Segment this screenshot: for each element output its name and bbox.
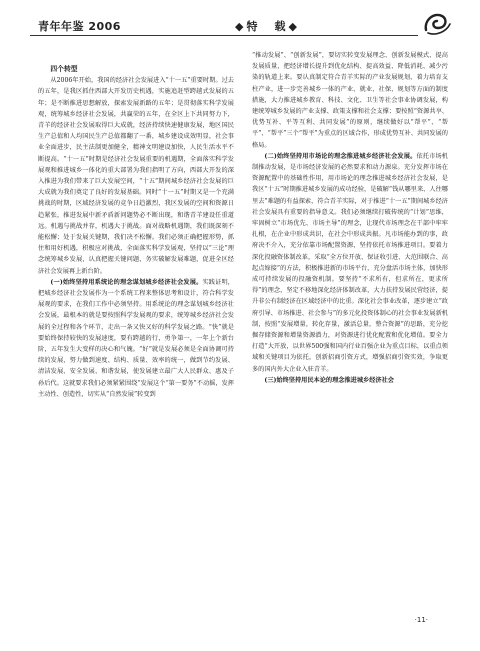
subsection-paragraph (252, 151, 448, 375)
subsection-paragraph (38, 277, 234, 400)
swirl-logo-icon (422, 10, 452, 36)
subsection-text: 实践证明，把城乡经济社会发展作为一个系统工程来整体思考和设计，符合科学发展观的要求，在我们工作中必须坚持。用系统论的理念谋划城乡经济社会发展，最根本的就是要按照科学发展观的要求，统筹城乡经济社会发展的全过程和各个环节，走出一条又快又好的科学发展之路。“快”就是要始终保持较快的发展速度，要有跨越的行，勇争第一，一年上个新台阶，五年发生大变样的决心和气魄。“好”就是发展必须是全面协调可持续的发展，努力做到速度、结构、质量、效率的统一，做到节约发展、清洁发展、安全发展、和谐发展，使发展建立最广大人民群众、惠及子孙后代。这就要求我们必须紧紧围绕“发展这个“第一要务”不动摇，发挥主动性、创造性，切实从“自然发展”转变到 (38, 278, 234, 398)
subsection-heading: (二)始终坚持用市场论的理念推进城乡经济社会发展。 (264, 152, 417, 160)
right-column (252, 50, 448, 386)
subsection-heading: (一)始终坚持用系统论的理念谋划城乡经济社会发展。 (50, 278, 203, 286)
left-column (38, 64, 234, 400)
page-number: ·11· (414, 616, 428, 624)
section-heading: 四个转型 (50, 65, 78, 73)
section-title: ◆特 载◆ (235, 20, 300, 33)
subsection-paragraph (252, 375, 448, 386)
paragraph: “推动发展”、“创新发展”，要切实转变发展理念、创新发展模式、提高发展质量，把经济增长提升到优化结构、提高效益、降低消耗、减少污染的轨道上来。要认真制定符合青羊实际的产业发展规划，着力培育支柱产业，进一步完善城乡一体的产业、就业、社保、规划等方面的制度措施，大力推进城乡教育、科技、文化、卫生等社会事业协调发展，构建统筹城乡发展的产业支撑、政策支撑和社会支撑；要按照“资源共享、优势互补、平等互利、共同发展”的原则，继续做好以“帮平”、“帮平”、“帮平”三个“帮平”为重点的区域合作，形成优势互补、共同发展的格局。 (252, 52, 448, 149)
subsection-text: 依托市场机制推动发展，是市场经济发展的必然要求和动力源泉。充分发挥市场在资源配置中的基础性作用，用市场论的理念推进城乡经济社会发展，是我区“十五”时期推进城乡发展的成功经验，是破解“钱从哪里来、人往哪里去”难题的有益探索，符合青羊实际，对于推进“十一五”期间城乡经济社会发展具有重要的指导意义。我们必须继续打破传统的“计划”思维，牢固树立“市场优先、市场主导”的理念，让现代市场理念在干部中牢牢扎根，在企业中形成共识，在社会中形成共振。凡市场能办到的事，政府决不介入，充分依靠市场配置资源，坚持依托市场推进项目。要着力深化投融资体制改革，采取“全方位开放、保证收引进、大范围联合、高起点嫁接”的方法，积极推进新的市场平台，充分盘活市场主体，加快形成可持续发展的投融资机制。要坚持“不求所有，但求所在，更求所得”的理念，坚定不移地深化经济体制改革，大力扶持发展民营经济，提升非公有制经济在区域经济中的比重。深化社会事业改革，逐步建立“政府引导、市场推进、社会参与”的多元化投资体制心的社会事业发展新机制，按照“发展增量，转化存量，激活总量，整合资源”的思路，充分挖掘存储资源和增量资源潜力，对资源进行优化配置和优化增值。要全力打造“大开放，以世界500强和国内行业百强企业为重点目标，以重点领域和关键项目为依托，创新招商引资方式，增强招商引资实效，争取更多的国内外大企业入驻青羊。 (252, 152, 448, 373)
header-rule (30, 35, 418, 36)
subsection-heading: (三)始终坚持用民本论的理念推进城乡经济社会 (264, 376, 394, 384)
paragraph: 从2006年开始，我国的经济社会发展进入“十一五”重要时期。过去的五年，是我区抓住西部大开发历史机遇，实施追赶型跨越式发展的五年；是不断推进思想解放，探索发展新路的五年；是贯彻落实科学发展观，统筹城乡经济社会发展，共赢荣的五年，在全区上下共同努力下，青羊的经济社会发展取得巨大成就，经济持续快速健康发展，地区国民生产总值和人均国民生产总值都翻了一番，城乡建设成效明显，社会事业全面进步，民主法制更加健全，精神文明建设加快，人民生活水平不断提高。“十一五”时期是经济社会发展重要的机遇期，全面落实科学发展观和推进城乡一体化的重大部署为我们指明了方向，西部大开发的深入推进为我们带来了巨大发展空间，“十五”期间城乡经济社会发展的巨大成就为我们奠定了良好的发展基础。同时“十一五”时期又是一个充满挑战的时期，区域经济发展的竞争日趋激烈，我区发展的空间和资源日趋紧张，推进发展中新矛盾新问题势必不断出现，和谐青羊建设任重道远。机遇与挑战并存，机遇大于挑战。面对战略机遇期，我们既深刻不能松懈；处于发展关键期，我们决不松懈。我们必须正确把握形势，抓住和用好机遇，积极应对挑战，全面落实科学发展观，坚持以“三论”理念统筹城乡发展，认真把握关键问题，务实破解发展难题，促进全区经济社会发展再上新台阶。 (38, 77, 234, 275)
running-header (30, 8, 450, 38)
yearbook-title: 青年年鉴 2006 (38, 20, 121, 33)
